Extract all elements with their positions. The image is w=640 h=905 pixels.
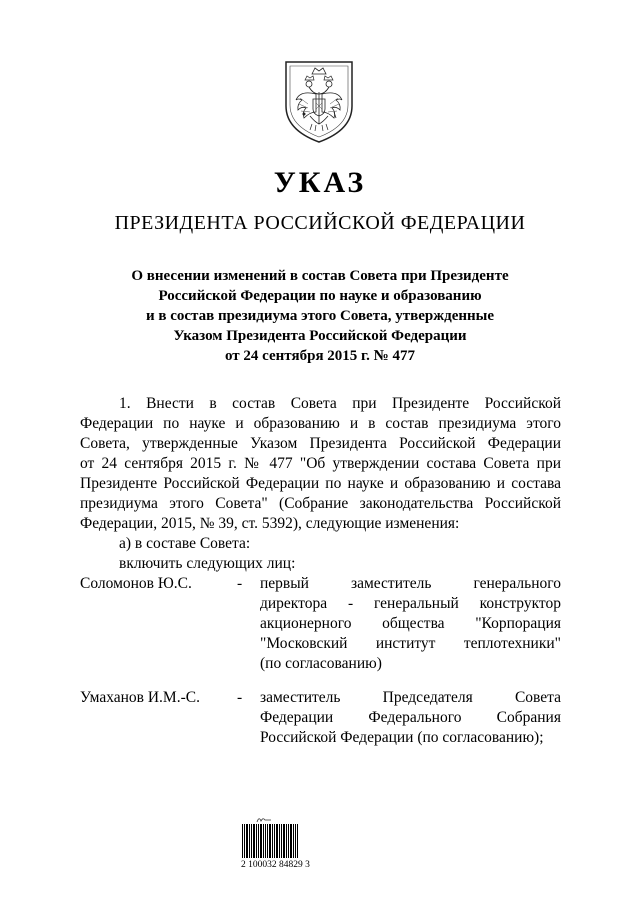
member-dash: -: [237, 575, 243, 592]
document-type-title: УКАЗ: [273, 166, 367, 199]
paragraph-line: Федерации по науке и образованию и в состав президиума этого: [80, 415, 561, 432]
position-line: директора - генеральный конструктор: [260, 595, 561, 612]
subject-line: от 24 сентября 2015 г. № 477: [225, 348, 415, 364]
paragraph-line: Совета, утвержденные Указом Президента Российской Федерации: [80, 435, 561, 452]
paragraph-1: [80, 394, 561, 534]
position-line: заместитель Председателя Совета: [260, 689, 561, 706]
barcode: [242, 824, 298, 858]
coat-of-arms-emblem: [280, 54, 358, 144]
position-line: (по согласованию): [260, 655, 382, 672]
member-name: Соломонов Ю.С.: [80, 575, 192, 592]
barcode-number: 2 100032 84829 3: [241, 860, 310, 870]
paragraph-line: Федерации, 2015, № 39, ст. 5392), следующие изменения:: [80, 515, 460, 532]
subpoint-a: а) в составе Совета:: [119, 535, 251, 552]
handwritten-mark: [256, 814, 272, 824]
member-position: [260, 574, 561, 674]
position-line: "Московский институт теплотехники": [260, 635, 561, 652]
include-line: включить следующих лиц:: [119, 555, 296, 572]
issuer-title: ПРЕЗИДЕНТА РОССИЙСКОЙ ФЕДЕРАЦИИ: [114, 212, 526, 234]
member-dash: -: [237, 689, 243, 706]
subject-line: и в состав президиума этого Совета, утвержденные: [145, 308, 495, 324]
paragraph-line: президиума этого Совета" (Собрание законодательства Российской: [80, 495, 561, 512]
subject-line: О внесении изменений в состав Совета при Президенте: [131, 268, 509, 284]
position-line: Федерации Федерального Собрания: [260, 709, 561, 726]
subject-line: Российской Федерации по науке и образованию: [158, 288, 482, 304]
member-name: Умаханов И.М.-С.: [80, 689, 200, 706]
position-line: первый заместитель генерального: [260, 575, 561, 592]
position-line: Российской Федерации (по согласованию);: [260, 729, 544, 746]
subject-line: Указом Президента Российской Федерации: [173, 328, 467, 344]
member-position: [260, 688, 561, 748]
document-subject: [90, 266, 550, 366]
paragraph-line: Президенте Российской Федерации по науке и образованию и состава: [80, 475, 561, 492]
paragraph-line: 1. Внести в состав Совета при Президенте Российской: [119, 395, 561, 412]
position-line: акционерного общества "Корпорация: [260, 615, 561, 632]
paragraph-line: от 24 сентября 2015 г. № 477 "Об утверждении состава Совета при: [80, 455, 561, 472]
